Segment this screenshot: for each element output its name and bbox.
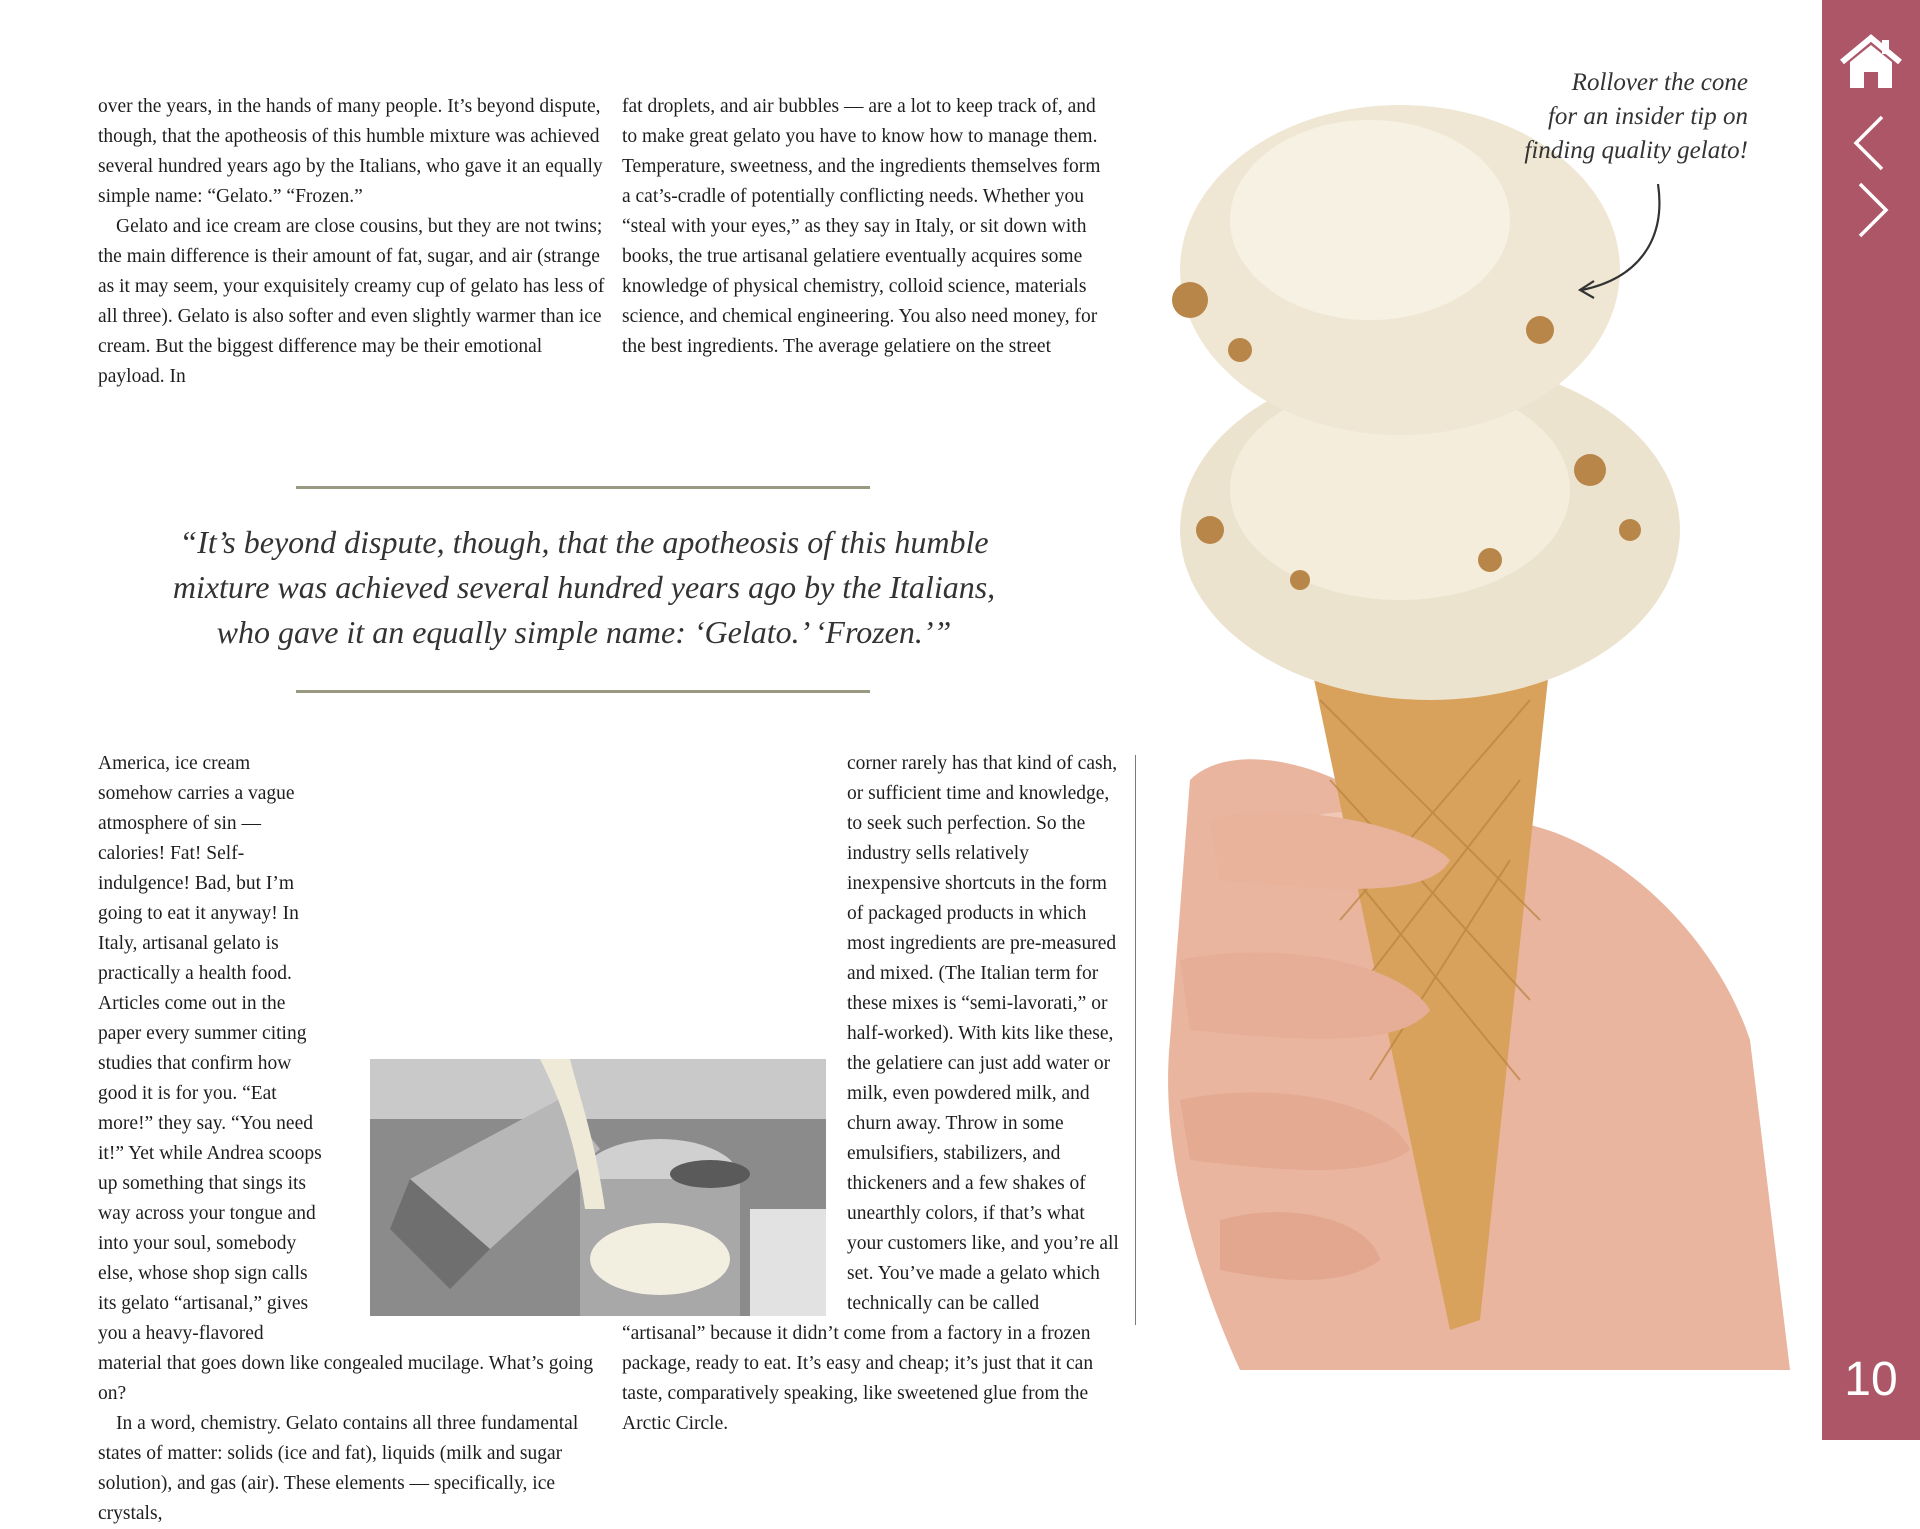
hint-line: for an insider tip on	[1547, 103, 1748, 130]
paragraph: Gelato and ice cream are close cousins, but they are not twins; the main difference is their amount of fat, sugar, and air (strange as it may seem, your exquisitely creamy cup of gelato has less of all three). Gelato is also softer and even slightly warmer than ice cream. But the biggest difference may be their emotional payload. In	[98, 216, 605, 387]
rollover-hint	[1448, 66, 1748, 168]
next-page-button[interactable]	[1838, 180, 1904, 240]
gelato-mix-photo	[370, 1059, 826, 1316]
chevron-right-icon	[1838, 180, 1904, 240]
paragraph: over the years, in the hands of many people. It’s beyond dispute, though, that the apotheosis of this humble mixture was achieved several hundred years ago by the Italians, who gave it an equally simple name: “Gelato.” “Frozen.”	[98, 96, 603, 207]
ice-cream-cone-image[interactable]	[1070, 60, 1830, 1370]
article-column-top-right	[622, 92, 1102, 362]
pull-quote: “It’s beyond dispute, though, that the apotheosis of this humble mixture was achieved several hundred years ago by the Italians, who gave it an equally simple name: ‘Gelato.’ ‘Frozen.’”	[172, 524, 996, 650]
hint-line: finding quality gelato!	[1524, 137, 1748, 164]
article-column-top-left	[98, 92, 608, 392]
navigation-sidebar	[1822, 0, 1920, 1440]
paragraph: America, ice cream somehow carries a vague atmosphere of sin — calories! Fat! Self-indulgence! Bad, but I’m going to eat it anyway! In Italy, artisanal gelato is practically a health food. Articles come out in the paper every summer citing studies that confirm how good it is for you. “Eat more!” they say. “You need it!” Yet while Andrea scoops up something that sings its way across your tongue and into your soul, somebody else, whose shop sign calls its gelato “artisanal,” gives you a heavy-flavored material that goes down like congealed mucilage. What’s going on?	[98, 753, 594, 1404]
pull-quote-rule-bottom	[296, 690, 870, 693]
paragraph: corner rarely has that kind of cash, or sufficient time and knowledge, to seek such perfection. So the industry sells relatively inexpensive shortcuts in the form of packaged products in which most ingredients are pre-measured and mixed. (The Italian term for these mixes is “semi-lavorati,” or half-worked). With kits like these, the gelatiere can just add water or milk, even powdered milk, and churn away. Throw in some emulsifiers, stabilizers, and thickeners and a few shakes of unearthly colors, if that’s what your customers like, and you’re all set. You’ve made a gelato which technically can be called “artisanal” because it didn’t come from a factory in a frozen package, ready to eat. It’s easy and cheap; it’s just that it can taste, comparatively speaking, like sweetened glue from the Arctic Circle.	[622, 753, 1119, 1434]
page-number: 10	[1844, 1353, 1898, 1406]
paragraph: fat droplets, and air bubbles — are a lot to keep track of, and to make great gelato you have to know how to manage them. Temperature, sweetness, and the ingredients themselves form a cat’s-cradle of potentially conflicting needs. Whether you “steal with your eyes,” as they say in Italy, or sit down with books, the true artisanal gelatiere eventually acquires some knowledge of physical chemistry, colloid science, materials science, and chemical engineering. You also need money, for the best ingredients. The average gelatiere on the street	[622, 96, 1101, 357]
previous-page-button[interactable]	[1838, 113, 1904, 173]
chevron-left-icon	[1838, 113, 1904, 173]
hint-line: Rollover the cone	[1571, 69, 1748, 96]
pull-quote-rule-top	[296, 486, 870, 489]
home-button[interactable]	[1838, 32, 1904, 92]
curved-arrow-icon	[1570, 178, 1670, 308]
home-icon	[1838, 32, 1904, 92]
paragraph: In a word, chemistry. Gelato contains all three fundamental states of matter: solids (ice and fat), liquids (milk and sugar solution), and gas (air). These elements — specifically, ice crystals,	[98, 1413, 579, 1524]
